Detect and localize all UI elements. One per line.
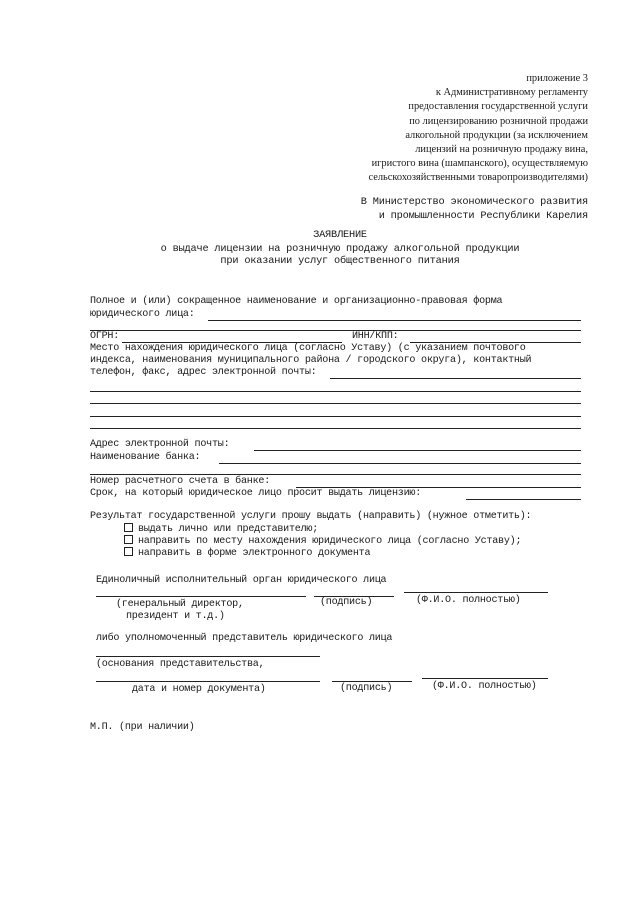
sig2-name-caption: (Ф.И.О. полностью) (432, 681, 537, 692)
email-field-line[interactable] (254, 450, 581, 451)
title-line: при оказании услуг общественного питания (220, 255, 460, 268)
location-label-cont: телефон, факс, адрес электронной почты: (90, 367, 317, 378)
seal-label: М.П. (при наличии) (90, 722, 195, 733)
option-by-location[interactable]: направить по месту нахождения юридического лица (согласно Уставу); (124, 536, 521, 548)
appendix-line: лицензий на розничную продажу вина, (415, 144, 588, 156)
email-label: Адрес электронной почты: (90, 439, 230, 450)
appendix-line: алкогольной продукции (за исключением (405, 129, 588, 141)
appendix-line: игристого вина (шампанского), осуществляемую (371, 158, 588, 170)
sig1-role-line[interactable] (96, 596, 306, 597)
appendix-line: сельскохозяйственными товаропроизводителями) (368, 172, 588, 184)
sig2-basis-caption: (основания представительства, (96, 659, 265, 670)
account-label: Номер расчетного счета в банке: (90, 476, 271, 487)
sig1-name-caption: (Ф.И.О. полностью) (416, 595, 521, 606)
checkbox[interactable] (124, 535, 133, 544)
location-label-cont: индекса, наименования муниципального района / городского округа), контактный (90, 355, 532, 366)
name-label: Полное и (или) сокращенное наименование и организационно-правовая форма (90, 296, 503, 307)
sig2-basis-caption-cont: дата и номер документа) (132, 684, 266, 695)
option-in-person[interactable]: выдать лично или представителю; (124, 524, 318, 536)
sig1-role-caption: (генеральный директор, (116, 599, 244, 610)
recipient-block (288, 195, 588, 223)
document-title (90, 229, 590, 268)
bank-field-line-2[interactable] (90, 474, 581, 475)
location-label: Место нахождения юридического лица (согласно Уставу) (с указанием почтового (90, 343, 526, 354)
name-field-line-2[interactable] (90, 330, 581, 331)
title-heading: ЗАЯВЛЕНИЕ (313, 229, 367, 241)
term-field-line[interactable] (466, 499, 581, 500)
appendix-header (308, 72, 588, 186)
sig1-name-line[interactable] (404, 592, 548, 593)
name-label-cont: юридического лица: (90, 309, 195, 320)
representative-label: либо уполномоченный представитель юридического лица (96, 633, 393, 644)
recipient-line: В Министерство экономического развития (360, 196, 588, 208)
ogrn-label: ОГРН: (90, 331, 120, 342)
bank-field-line[interactable] (219, 463, 581, 464)
location-field-line[interactable] (90, 416, 581, 417)
appendix-line: к Административному регламенту (435, 87, 588, 99)
sig1-signature-caption: (подпись) (320, 597, 373, 608)
recipient-line: и промышленности Республики Карелия (378, 210, 588, 222)
title-line: о выдаче лицензии на розничную продажу алкогольной продукции (160, 242, 520, 255)
sole-executive-label: Единоличный исполнительный орган юридического лица (96, 575, 387, 586)
bank-label: Наименование банка: (90, 452, 201, 463)
appendix-line: приложение 3 (526, 73, 588, 84)
option-electronic[interactable]: направить в форме электронного документа (124, 548, 370, 560)
sig1-role-caption-cont: президент и т.д.) (126, 611, 225, 622)
checkbox[interactable] (124, 547, 133, 556)
appendix-line: предоставления государственной услуги (408, 101, 588, 113)
appendix-line: по лицензированию розничной продажи (409, 115, 588, 127)
sig2-basis-line[interactable] (96, 656, 320, 657)
sig2-basis-line-2[interactable] (96, 681, 320, 682)
location-field-line[interactable] (90, 428, 581, 429)
location-field-line[interactable] (90, 391, 581, 392)
checkbox[interactable] (124, 523, 133, 532)
name-field-line[interactable] (208, 320, 581, 321)
location-field-line[interactable] (330, 378, 581, 379)
sig2-name-line[interactable] (422, 678, 548, 679)
sig2-signature-caption: (подпись) (340, 683, 393, 694)
sig2-signature-line[interactable] (332, 681, 412, 682)
result-label: Результат государственной услуги прошу выдать (направить) (нужное отметить): (90, 511, 532, 522)
inn-label: ИНН/КПП: (352, 331, 399, 342)
term-label: Срок, на который юридическое лицо просит выдать лицензию: (90, 488, 422, 499)
location-field-line[interactable] (90, 403, 581, 404)
